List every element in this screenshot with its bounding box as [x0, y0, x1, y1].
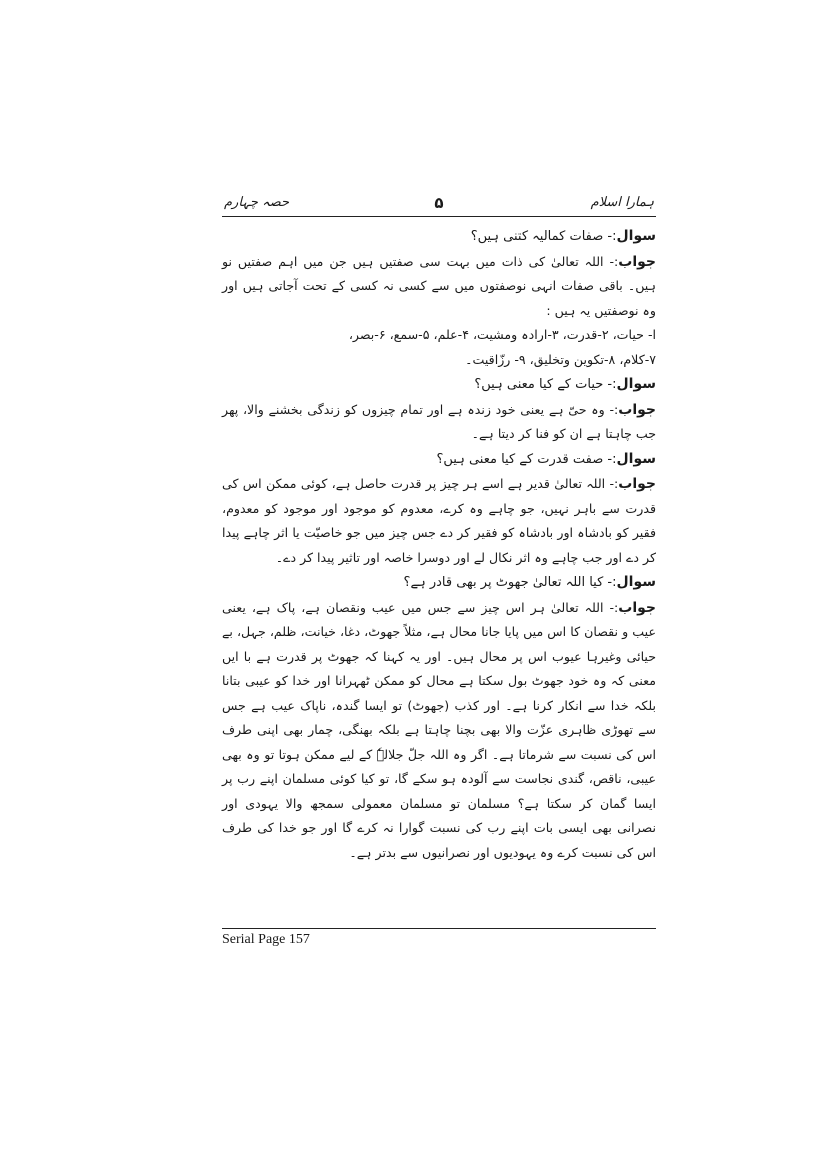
answer-3: [222, 472, 656, 570]
question-text: :- صفات کمالیہ کتنی ہیں؟: [470, 229, 617, 244]
question-text: :- حیات کے کیا معنی ہیں؟: [474, 377, 617, 392]
answer-2: [222, 398, 656, 447]
answer-text: :- اللہ تعالیٰ کی ذات میں بہت سی صفتیں ہیں جن میں اہم صفتیں نو ہیں۔ باقی صفات انہی نوصفتوں میں سے کسی نہ کسی کے تحت آجاتی ہیں اور وہ نوصفتیں یہ ہیں :: [222, 253, 656, 318]
answer-text: :- اللہ تعالیٰ ہر اس چیز سے جس میں عیب ونقصان ہے، پاک ہے، یعنی عیب و نقصان کا اس میں پایا جانا محال ہے، مثلاً جھوٹ، دغا، خیانت، ظلم، جہل، بے حیائی وغیرہا عیوب اس پر محال ہیں۔ اور یہ کہنا کہ جھوٹ پر قدرت ہے با ایں معنی کہ وہ خود جھوٹ بول سکتا ہے محال کو ممکن ٹھہرانا اور خدا کو عیبی بتانا بلکہ خدا سے انکار کرنا ہے۔ اور کذب (جھوٹ) تو ایسا گندہ، ناپاک عیب ہے جس سے تھوڑی ظاہری عزّت والا بھی بچنا چاہتا ہے بلکہ بھنگی، چمار بھی اپنی طرف اس کی نسبت سے شرماتا ہے۔ اگر وہ اللہ جلّ جلالہٗ کے لیے ممکن ہوتا تو وہ بھی عیبی، ناقص، گندی نجاست سے آلودہ ہو سکے گا، تو کیا کوئی مسلمان اپنے رب پر ایسا گمان کر سکتا ہے؟ مسلمان تو مسلمان معمولی سمجھ والا یہودی اور نصرانی بھی ایسی بات اپنے رب کی نسبت گوارا نہ کرے گا اور جو خدا کی طرف اس کی نسبت کرے وہ یہودیوں اور نصرانیوں سے بدتر ہے۔: [222, 599, 656, 860]
question-2: [222, 372, 656, 398]
answer-label: جواب: [618, 401, 656, 418]
header-rule: [222, 216, 656, 217]
running-header: [222, 191, 656, 215]
header-book-title: ہمارا اسلام: [590, 195, 654, 210]
question-label: سوال: [616, 228, 656, 244]
question-text: :- صفت قدرت کے کیا معنی ہیں؟: [436, 451, 617, 467]
question-label: سوال: [616, 450, 656, 467]
question-label: سوال: [616, 376, 656, 392]
serial-page-footer: Serial Page 157: [222, 932, 310, 947]
answer-label: جواب: [618, 253, 656, 270]
question-1: [222, 224, 656, 250]
page-body: [222, 224, 656, 865]
page-number: ۵: [434, 194, 444, 212]
question-label: سوال: [616, 574, 656, 590]
answer-4: [222, 596, 656, 866]
answer-label: جواب: [618, 599, 656, 616]
answer-label: جواب: [618, 476, 656, 492]
question-3: [222, 447, 656, 473]
attributes-list-line-2: ۷-کلام، ۸-تکوین وتخلیق، ۹- رزّاقیت۔: [465, 351, 656, 367]
answer-1: [222, 250, 656, 324]
answer-text: :- اللہ تعالیٰ قدیر ہے اسے ہر چیز پر قدرت حاصل ہے، کوئی ممکن اس کی قدرت سے باہر نہیں، جو چاہے وہ کرے، معدوم کو موجود اور موجود کو معدوم، فقیر کو بادشاہ اور بادشاہ کو فقیر کر دے جس چیز میں جو خاصیّت یا اثر چاہے پیدا کر دے اور جب چاہے وہ اثر نکال لے اور دوسرا خاصہ اور تاثیر پیدا کر دے۔: [222, 476, 656, 565]
header-part-label: حصہ چہارم: [224, 195, 289, 210]
attributes-list-line-1: ا- حیات، ۲-قدرت، ۳-ارادہ ومشیت، ۴-علم، ۵-سمع، ۶-بصر،: [348, 327, 656, 342]
footer-rule: [222, 928, 656, 929]
answer-text: :- وہ حیّ ہے یعنی خود زندہ ہے اور تمام چیزوں کو زندگی بخشنے والا، پھر جب چاہتا ہے ان کو فنا کر دیتا ہے۔: [222, 401, 656, 441]
question-text: :- کیا اللہ تعالیٰ جھوٹ پر بھی قادر ہے؟: [403, 575, 617, 590]
question-4: [222, 570, 656, 596]
document-page: [222, 191, 656, 991]
